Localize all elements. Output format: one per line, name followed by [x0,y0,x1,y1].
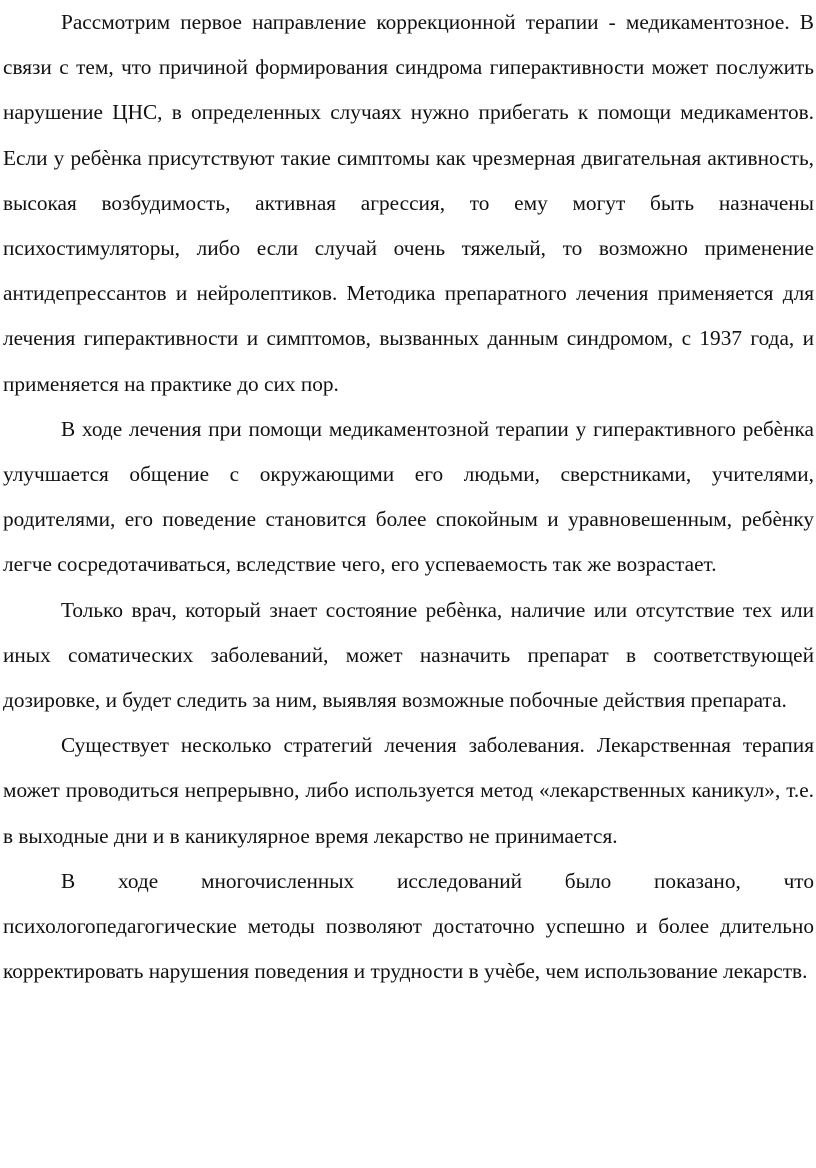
paragraph-treatment-effects: В ходе лечения при помощи медикаментозной терапии у гиперактивного ребѐнка улучшается общение с окружающими его людьми, сверстниками, учителями, родителями, его поведение становится более спокойным и уравновешенным, ребѐнку легче сосредотачиваться, вследствие чего, его успеваемость так же возрастает. [3,416,814,577]
paragraph-treatment-strategies: Существует несколько стратегий лечения заболевания. Лекарственная терапия может проводиться непрерывно, либо используется метод «лекарственных каникул», т.е. в выходные дни и в каникулярное время лекарство не принимается. [3,733,814,848]
paragraph-research-findings: В ходе многочисленных исследований было показано, что психологопедагогические методы позволяют достаточно успешно и более длительно корректировать нарушения поведения и трудности в учѐбе, чем использование лекарств. [3,868,814,984]
paragraph-medication-therapy: Рассмотрим первое направление коррекционной терапии - медикаментозное. В связи с тем, что причиной формирования синдрома гиперактивности может послужить нарушение ЦНС, в определенных случаях нужно прибегать к помощи медикаментов. Если у ребѐнка присутствуют такие симптомы как чрезмерная двигательная активность, высокая возбудимость, активная агрессия, то ему могут быть назначены психостимуляторы, либо если случай очень тяжелый, то возможно применение антидепрессантов и нейролептиков. Методика препаратного лечения применяется для лечения гиперактивности и симптомов, вызванных данным синдромом, с 1937 года, и применяется на практике до сих пор. [3,10,814,396]
paragraph-doctor-role: Только врач, который знает состояние ребѐнка, наличие или отсутствие тех или иных соматических заболеваний, может назначить препарат в соответствующей дозировке, и будет следить за ним, выявляя возможные побочные действия препарата. [3,597,814,713]
